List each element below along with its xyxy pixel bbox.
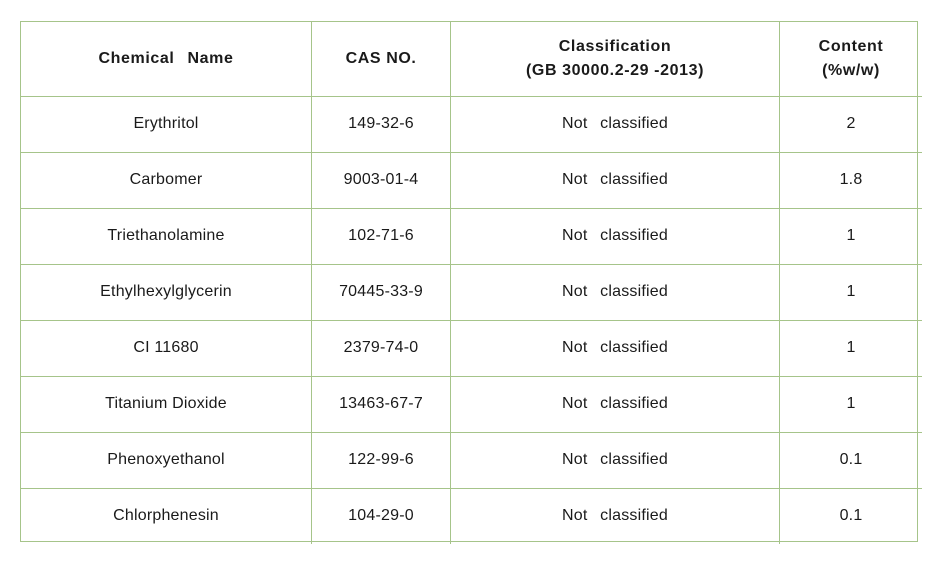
cell-classification xyxy=(451,432,780,488)
cell-classification xyxy=(451,208,780,264)
cell-chemical-name: CI 11680 xyxy=(21,320,312,376)
cell-content: 1 xyxy=(780,264,923,320)
cell-chemical-name: Chlorphenesin xyxy=(21,488,312,544)
cell-classification xyxy=(451,376,780,432)
cell-content: 1 xyxy=(780,320,923,376)
cell-chemical-name: Triethanolamine xyxy=(21,208,312,264)
cell-classification xyxy=(451,96,780,152)
header-chemical-name xyxy=(21,22,312,96)
header-content xyxy=(780,22,923,96)
table-row xyxy=(21,432,922,488)
cell-cas-no: 9003-01-4 xyxy=(312,152,451,208)
header-classification-title: Classification xyxy=(558,37,672,55)
header-chemical-name-label: Chemical Name xyxy=(98,49,234,67)
table-row xyxy=(21,264,922,320)
cell-classification-text: Not classified xyxy=(562,507,668,525)
table-row xyxy=(21,152,922,208)
cell-content: 1.8 xyxy=(780,152,923,208)
cell-cas-no: 102-71-6 xyxy=(312,208,451,264)
header-content-unit: (%w/w) xyxy=(822,61,880,79)
cell-classification xyxy=(451,488,780,544)
cell-cas-no: 70445-33-9 xyxy=(312,264,451,320)
cell-cas-no: 122-99-6 xyxy=(312,432,451,488)
cell-classification-text: Not classified xyxy=(562,115,668,132)
cell-chemical-name: Erythritol xyxy=(21,96,312,152)
cell-classification-text: Not classified xyxy=(562,339,668,356)
table-row xyxy=(21,488,922,544)
cell-chemical-name: Titanium Dioxide xyxy=(21,376,312,432)
cell-cas-no: 2379-74-0 xyxy=(312,320,451,376)
composition-table xyxy=(21,22,922,544)
table-header-row xyxy=(21,22,922,96)
cell-classification xyxy=(451,264,780,320)
cell-content: 1 xyxy=(780,208,923,264)
table-row xyxy=(21,320,922,376)
cell-classification xyxy=(451,320,780,376)
cell-classification-text: Not classified xyxy=(562,227,668,244)
cell-classification-text: Not classified xyxy=(562,395,668,412)
composition-table-container xyxy=(20,21,918,542)
cell-chemical-name: Phenoxyethanol xyxy=(21,432,312,488)
cell-content: 2 xyxy=(780,96,923,152)
table-row xyxy=(21,208,922,264)
cell-classification xyxy=(451,152,780,208)
table-row xyxy=(21,96,922,152)
table-row xyxy=(21,376,922,432)
cell-content: 1 xyxy=(780,376,923,432)
cell-cas-no: 13463-67-7 xyxy=(312,376,451,432)
cell-classification-text: Not classified xyxy=(562,283,668,300)
cell-content: 0.1 xyxy=(780,432,923,488)
cell-chemical-name: Carbomer xyxy=(21,152,312,208)
header-cas-no: CAS NO. xyxy=(312,22,451,96)
cell-content: 0.1 xyxy=(780,488,923,544)
cell-chemical-name: Ethylhexylglycerin xyxy=(21,264,312,320)
header-content-title: Content xyxy=(818,37,884,55)
cell-classification-text: Not classified xyxy=(562,451,668,468)
header-classification-standard: (GB 30000.2-29 -2013) xyxy=(525,61,705,79)
cell-cas-no: 104-29-0 xyxy=(312,488,451,544)
cell-cas-no: 149-32-6 xyxy=(312,96,451,152)
header-classification xyxy=(451,22,780,96)
cell-classification-text: Not classified xyxy=(562,171,668,188)
